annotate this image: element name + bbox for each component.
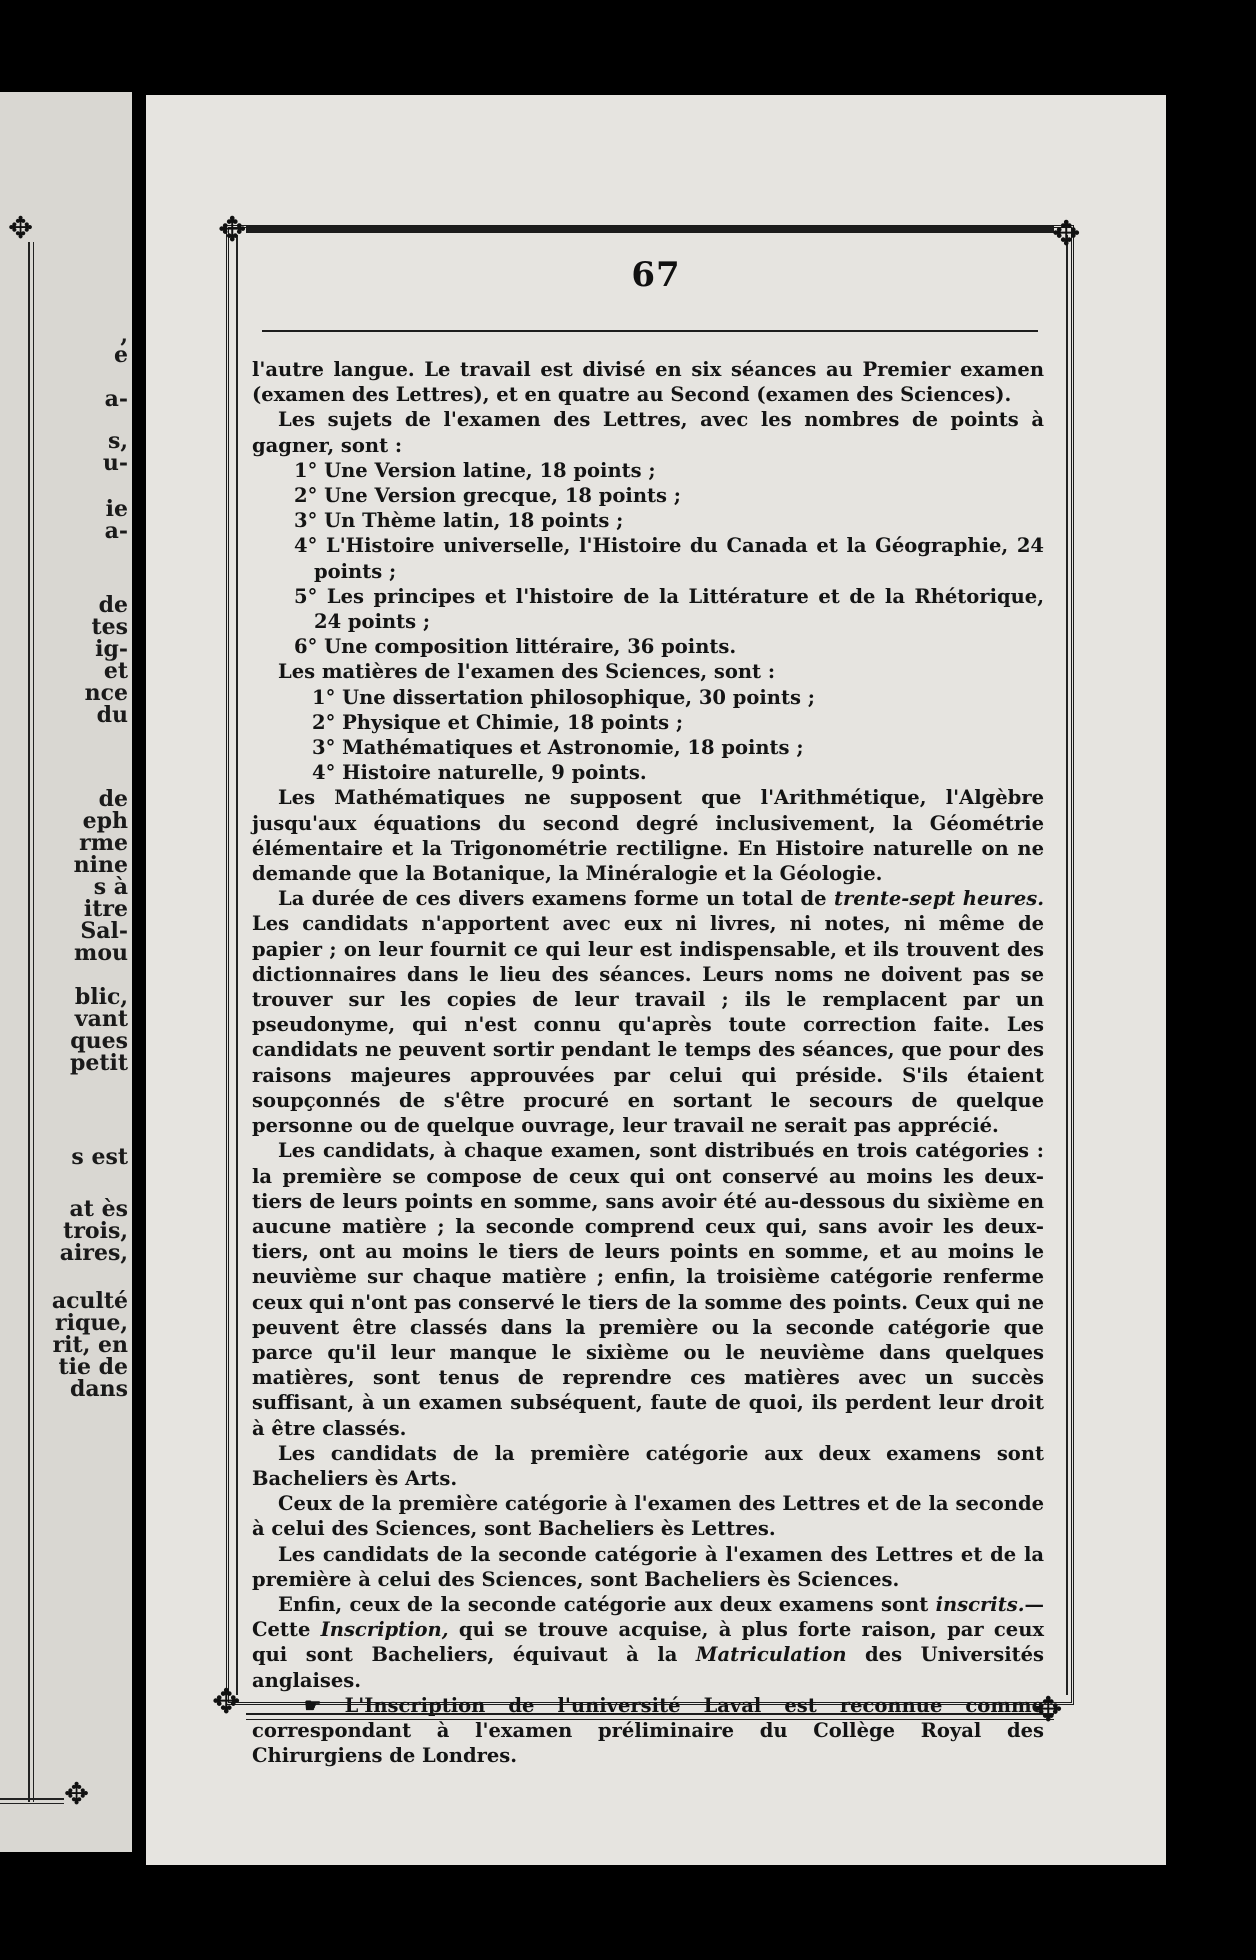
left-text-fragment: , — [120, 322, 128, 348]
left-text-fragment: u- — [102, 450, 128, 476]
left-text-fragment: e — [114, 342, 128, 368]
left-text-fragment: vant — [74, 1006, 128, 1032]
corner-ornament-icon: ✥ — [1052, 214, 1081, 254]
text-run: La durée de ces divers examens forme un total de — [278, 887, 834, 911]
left-text-fragment: mou — [74, 940, 128, 966]
body-text — [252, 357, 1044, 1768]
lettres-list — [252, 458, 1044, 660]
paragraph — [252, 1592, 1044, 1693]
paragraph: Les sujets de l'examen des Lettres, avec les nombres de points à gagner, sont : — [252, 408, 1044, 457]
left-text-fragment: du — [96, 702, 128, 728]
left-text-fragment: s à — [93, 874, 128, 900]
paragraph: Ceux de la première catégorie à l'examen des Lettres et de la seconde à celui des Sciences, sont Bacheliers ès Lettres. — [252, 1492, 1044, 1541]
list-item: 5° Les principes et l'histoire de la Littérature et de la Rhétorique, 24 points ; — [294, 584, 1044, 634]
book-page — [146, 95, 1166, 1865]
list-item: 3° Mathématiques et Astronomie, 18 points ; — [312, 736, 804, 760]
corner-ornament-icon: ✥ — [218, 210, 247, 250]
left-text-fragment: ig- — [95, 636, 128, 662]
left-text-fragment: a- — [104, 518, 128, 544]
list-item: 3° Un Thème latin, 18 points ; — [294, 509, 624, 533]
left-text-fragment: itre — [83, 896, 128, 922]
corner-ornament-icon: ✥ — [1034, 1690, 1063, 1730]
left-text-fragment: aires, — [59, 1240, 128, 1266]
pointing-hand-icon: ☛ — [304, 1693, 322, 1717]
paragraph — [252, 886, 1044, 1138]
text-run: des Universités anglaises. — [252, 1643, 1044, 1692]
paragraph: Les candidats de la seconde catégorie à l'examen des Lettres et de la première à celui des Sciences, sont Bacheliers ès Sciences. — [252, 1542, 1044, 1591]
left-text-fragment: et — [103, 658, 128, 684]
text-run: qui se trouve acquise, à plus forte raison, par ceux qui sont Bacheliers, équivaut à la — [252, 1618, 1045, 1667]
corner-ornament-icon: ✥ — [212, 1682, 241, 1722]
left-text-fragment: eph — [82, 808, 128, 834]
left-page-fragment — [0, 92, 132, 1852]
left-text-fragment: s est — [71, 1144, 128, 1170]
list-item: 6° Une composition littéraire, 36 points. — [294, 635, 737, 659]
page-number: 67 — [631, 255, 681, 295]
list-item: 2° Physique et Chimie, 18 points ; — [312, 710, 684, 734]
paragraph: Les candidats de la première catégorie aux deux examens sont Bacheliers ès Arts. — [252, 1441, 1044, 1490]
paragraph: l'autre langue. Le travail est divisé en six séances au Premier examen (examen des Lettres), et en quatre au Second (examen des Sciences). — [252, 358, 1044, 407]
left-text-fragment: ie — [105, 496, 128, 522]
header-rule — [262, 330, 1038, 332]
left-text-fragment: a- — [104, 386, 128, 412]
left-text-fragment: at ès — [69, 1196, 128, 1222]
text-run: — Cette — [252, 1592, 1044, 1642]
text-run: Enfin, ceux de la seconde catégorie aux deux examens sont — [278, 1592, 936, 1616]
list-item: 1° Une dissertation philosophique, 30 points ; — [312, 685, 815, 709]
list-item: 4° L'Histoire universelle, l'Histoire du Canada et la Géographie, 24 points ; — [294, 534, 1044, 583]
left-text-fragment: nce — [84, 680, 128, 706]
left-text-fragment: nine — [73, 852, 128, 878]
left-text-fragment: aculté — [51, 1288, 128, 1314]
italic-run: Matriculation — [695, 1643, 847, 1667]
italic-run: Inscription, — [320, 1618, 449, 1642]
left-text-fragment: dans — [69, 1376, 128, 1402]
paragraph: Les candidats, à chaque examen, sont distribués en trois catégories : la première se compose de ceux qui ont conservé au moins les deux-tiers de leurs points en somme, sans avoir été au-dessous du sixième en aucune matière ; la seconde comprend ceux qui, sans avoir les deux-tiers, ont au moins le tiers de leurs points en somme, et au moins le neuvième sur chaque matière ; enfin, la troisième catégorie renferme ceux qui n'ont pas conservé le tiers de la somme des points. Ceux qui ne peuvent être classés dans la première ou la seconde catégorie que parce qu'il leur manque le sixième ou le neuvième dans quelques matières, sont tenus de reprendre ces matières avec un succès suffisant, à un examen subséquent, faute de quoi, ils perdent leur droit à être classés. — [252, 1139, 1044, 1440]
left-text-fragment: de — [98, 786, 128, 812]
left-text-fragment: s, — [107, 428, 128, 454]
list-item: 2° Une Version grecque, 18 points ; — [294, 484, 681, 508]
left-text-fragment: rme — [79, 830, 128, 856]
left-page-bottom-rule — [0, 1798, 64, 1804]
text-run: L'Inscription de l'université Laval est reconnue comme correspondant à l'examen préliminaire du Collège Royal des Chirurgiens de Londres. — [252, 1693, 1044, 1768]
corner-ornament-icon: ✥ — [64, 1777, 90, 1812]
left-text-fragment: Sal- — [80, 918, 128, 944]
text-run: Les candidats n'apportent avec eux ni livres, ni notes, ni même de papier ; on leur fournit ce qui leur est indispensable, et ils trouvent des dictionnaires dans le lieu des séances. Leurs noms ne doivent pas se trouver sur les copies de leur travail ; ils le remplacent par un pseudonyme, qui n'est connu qu'après toute correction faite. Les candidats ne peuvent sortir pendant le temps des séances, que pour des raisons majeures approuvées par celui qui préside. S'ils étaient soupçonnés de s'être procuré en sortant le secours de quelque personne ou de quelque ouvrage, leur travail ne serait pas apprécié. — [252, 912, 1044, 1138]
left-text-fragment: ques — [70, 1028, 128, 1054]
list-item: 4° Histoire naturelle, 9 points. — [312, 761, 647, 785]
italic-run: trente-sept heures. — [833, 887, 1044, 911]
italic-run: inscrits. — [935, 1592, 1025, 1616]
paragraph: Les Mathématiques ne supposent que l'Arithmétique, l'Algèbre jusqu'aux équations du second degré inclusivement, la Géométrie élémentaire et la Trigonométrie rectiligne. En Histoire naturelle on ne demande que la Botanique, la Minéralogie et la Géologie. — [252, 786, 1044, 886]
left-text-fragment: de — [98, 592, 128, 618]
paragraph: Les matières de l'examen des Sciences, sont : — [278, 660, 776, 684]
left-text-fragment: rique, — [55, 1310, 128, 1336]
sciences-list — [252, 685, 1044, 786]
corner-ornament-icon: ✥ — [8, 211, 34, 246]
left-text-fragment: rit, en — [52, 1332, 128, 1358]
left-text-fragment: trois, — [63, 1218, 128, 1244]
left-text-fragment: tie de — [58, 1354, 128, 1380]
left-page-rule — [28, 242, 34, 1802]
list-item: 1° Une Version latine, 18 points ; — [294, 458, 656, 482]
left-text-fragment: blic, — [74, 984, 128, 1010]
left-text-fragment: tes — [91, 614, 128, 640]
paragraph — [252, 1693, 1044, 1769]
left-text-fragment: petit — [69, 1050, 128, 1076]
